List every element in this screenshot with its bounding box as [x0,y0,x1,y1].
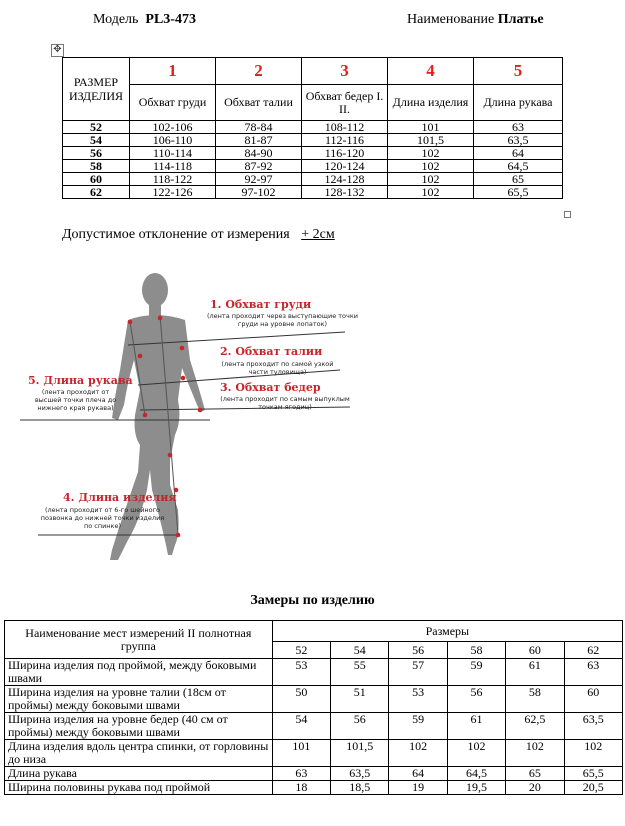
size-cell: 60 [63,173,130,186]
measurements-name-header: Наименование мест измерений II полнотная группа [5,621,273,659]
measurement-value: 59 [447,659,505,686]
measurement-value: 61 [447,713,505,740]
measurement-value: 53 [389,686,447,713]
column-number: 1 [130,58,216,85]
measurement-value: 102 [389,740,447,767]
measurement-value: 65,5 [564,767,622,781]
model-line [93,12,196,28]
measurement-row [5,659,623,686]
measurement-cell: 118-122 [130,173,216,186]
measurement-value: 64,5 [447,767,505,781]
measurement-figure [0,260,625,590]
column-caption: Длина рукава [474,85,563,121]
measurement-cell: 116-120 [302,147,388,160]
measurement-row [5,767,623,781]
model-value: PL3-473 [145,12,196,27]
column-number: 5 [474,58,563,85]
measurement-value: 64 [389,767,447,781]
measurement-row [5,686,623,713]
measurement-cell: 64,5 [474,160,563,173]
move-handle-icon[interactable]: ✥ [51,44,64,57]
measurements-title: Замеры по изделию [250,593,375,608]
size-row [63,134,563,147]
measurement-cell: 120-124 [302,160,388,173]
measurement-value: 57 [389,659,447,686]
name-label: Наименование [407,12,495,27]
size-column-header: 56 [389,642,447,659]
measurement-value: 55 [331,659,389,686]
measurement-value: 102 [447,740,505,767]
measurement-value: 20,5 [564,781,622,795]
measurement-cell: 112-116 [302,134,388,147]
measurement-row [5,781,623,795]
measurement-cell: 101 [388,121,474,134]
measurement-cell: 63,5 [474,134,563,147]
measurement-value: 101,5 [331,740,389,767]
measurement-cell: 124-128 [302,173,388,186]
figure-label-length: 4. Длина изделия [63,491,177,504]
measurement-value: 63,5 [331,767,389,781]
measurements-table [4,620,623,795]
measurement-cell: 78-84 [216,121,302,134]
size-row [63,147,563,160]
figure-label-hips: 3. Обхват бедер [220,381,321,394]
measurement-cell: 122-126 [130,186,216,199]
measurement-cell: 114-118 [130,160,216,173]
measurement-value: 19,5 [447,781,505,795]
size-corner-label: РАЗМЕР ИЗДЕЛИЯ [63,58,130,121]
name-value: Платье [497,12,544,27]
column-caption: Обхват талии [216,85,302,121]
size-row [63,186,563,199]
column-caption: Обхват груди [130,85,216,121]
measurement-value: 53 [272,659,330,686]
measurement-name: Ширина изделия на уровне талии (18см от проймы) между боковыми швами [5,686,273,713]
measurement-value: 51 [331,686,389,713]
tolerance-text: Допустимое отклонение от измерения [62,227,290,242]
measurement-cell: 102 [388,173,474,186]
measurement-cell: 65 [474,173,563,186]
size-column-header: 54 [331,642,389,659]
size-chart-table [62,57,563,199]
column-number: 4 [388,58,474,85]
figure-note-bust: (лента проходит через выступающие точки груди на уровне лопаток) [206,312,359,328]
size-column-header: 58 [447,642,505,659]
measurement-value: 63 [272,767,330,781]
measurement-value: 50 [272,686,330,713]
measurement-cell: 110-114 [130,147,216,160]
measurement-value: 65 [506,767,564,781]
measurement-cell: 92-97 [216,173,302,186]
measurement-value: 54 [272,713,330,740]
column-number: 3 [302,58,388,85]
measurement-name: Ширина половины рукава под проймой [5,781,273,795]
size-cell: 56 [63,147,130,160]
measurement-cell: 128-132 [302,186,388,199]
measurement-value: 19 [389,781,447,795]
measurement-value: 18,5 [331,781,389,795]
measurement-cell: 64 [474,147,563,160]
measurement-value: 20 [506,781,564,795]
measurement-value: 102 [506,740,564,767]
size-cell: 58 [63,160,130,173]
measurement-value: 62,5 [506,713,564,740]
measurement-value: 63 [564,659,622,686]
measurement-name: Ширина изделия под проймой, между боковыми швами [5,659,273,686]
measurement-cell: 108-112 [302,121,388,134]
measurement-cell: 87-92 [216,160,302,173]
measurement-value: 101 [272,740,330,767]
measurement-cell: 106-110 [130,134,216,147]
figure-note-sleeve: (лента проходит от высшей точки плеча до нижнего края рукава) [34,388,117,412]
resize-handle-icon[interactable] [564,211,571,218]
measurement-cell: 102-106 [130,121,216,134]
measurement-value: 58 [506,686,564,713]
measurement-value: 59 [389,713,447,740]
measurement-value: 56 [447,686,505,713]
size-cell: 52 [63,121,130,134]
measurement-value: 60 [564,686,622,713]
size-row [63,121,563,134]
measurement-value: 56 [331,713,389,740]
model-label: Модель [93,12,139,27]
measurement-cell: 101,5 [388,134,474,147]
figure-note-hips: (лента проходит по самым выпуклым точкам ягодиц) [220,395,350,411]
size-row [63,173,563,186]
tolerance-line [62,227,335,243]
measurement-cell: 102 [388,160,474,173]
measurement-name: Ширина изделия на уровне бедер (40 см от проймы) между боковыми швами [5,713,273,740]
figure-label-waist: 2. Обхват талии [220,345,323,358]
size-column-header: 52 [272,642,330,659]
size-column-header: 62 [564,642,622,659]
size-cell: 54 [63,134,130,147]
measurement-name: Длина изделия вдоль центра спинки, от горловины до низа [5,740,273,767]
measurement-cell: 102 [388,147,474,160]
product-name-line [407,12,544,28]
column-number: 2 [216,58,302,85]
measurement-cell: 102 [388,186,474,199]
figure-label-bust: 1. Обхват груди [210,298,312,311]
sizes-header: Размеры [272,621,622,642]
measurement-value: 63,5 [564,713,622,740]
measurement-cell: 63 [474,121,563,134]
tolerance-value: + 2см [301,227,335,242]
measurement-value: 102 [564,740,622,767]
figure-label-sleeve: 5. Длина рукава [28,374,133,387]
size-cell: 62 [63,186,130,199]
measurement-row [5,740,623,767]
figure-note-waist: (лента проходит по самой узкой части туловища) [221,360,334,376]
figure-note-length: (лента проходит от 6-го шейного позвонка до нижней точки изделия по спинке) [40,506,165,530]
measurement-row [5,713,623,740]
measurement-cell: 97-102 [216,186,302,199]
size-column-header: 60 [506,642,564,659]
measurement-cell: 81-87 [216,134,302,147]
column-caption: Длина изделия [388,85,474,121]
measurement-value: 61 [506,659,564,686]
measurement-name: Длина рукава [5,767,273,781]
measurement-cell: 65,5 [474,186,563,199]
measurement-value: 18 [272,781,330,795]
column-caption: Обхват бедер I. II. [302,85,388,121]
mannequin-illustration [0,260,625,590]
measurement-cell: 84-90 [216,147,302,160]
size-row [63,160,563,173]
